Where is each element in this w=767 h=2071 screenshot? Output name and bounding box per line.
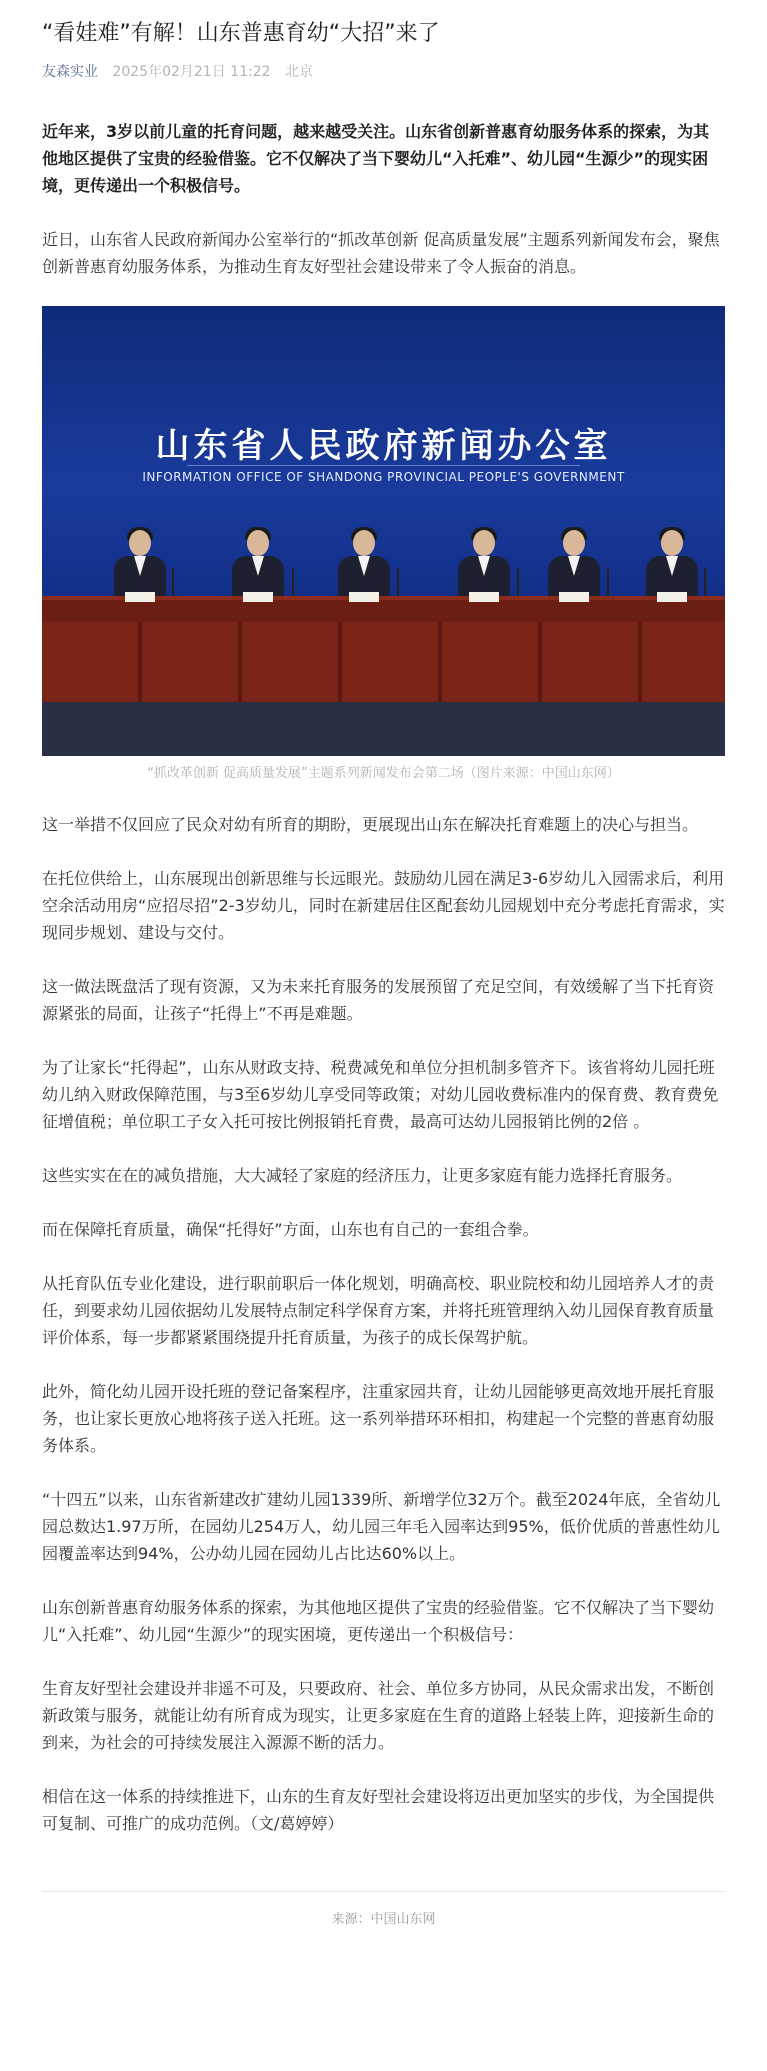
nameplate bbox=[657, 592, 687, 602]
stage-floor bbox=[42, 702, 725, 756]
body-paragraph: 生育友好型社会建设并非遥不可及，只要政府、社会、单位多方协同，从民众需求出发，不断创新政策与服务，就能让幼有所育成为现实，让更多家庭在生育的道路上轻装上阵，迎接新生命的到来，为社会的可持续发展注入源源不断的活力。 bbox=[42, 1679, 715, 1752]
source-footer bbox=[42, 1891, 725, 1927]
nameplate bbox=[559, 592, 589, 602]
body-paragraph: 从托育队伍专业化建设，进行职前职后一体化规划，明确高校、职业院校和幼儿园培养人才的责任，到要求幼儿园依据幼儿发展特点制定科学保育方案，并将托班管理纳入幼儿园保育教育质量评价体系，每一步都紧紧围绕提升托育质量，为孩子的成长保驾护航。 bbox=[42, 1274, 715, 1347]
nameplate bbox=[469, 592, 499, 602]
body-paragraph: 相信在这一体系的持续推进下，山东的生育友好型社会建设将迈出更加坚实的步伐，为全国提供可复制、可推广的成功范例。（文/葛婷婷） bbox=[42, 1787, 715, 1833]
article-title: “看娃难”有解！山东普惠育幼“大招”来了 bbox=[42, 21, 440, 46]
author-link[interactable]: 友森实业 bbox=[42, 64, 98, 80]
microphone bbox=[517, 568, 519, 596]
body-paragraph: 这一做法既盘活了现有资源，又为未来托育服务的发展预留了充足空间，有效缓解了当下托育资源紧张的局面，让孩子“托得上”不再是难题。 bbox=[42, 977, 715, 1023]
body-paragraph: 此外，简化幼儿园开设托班的登记备案程序，注重家园共育，让幼儿园能够更高效地开展托育服务，也让家长更放心地将孩子送入托班。这一系列举措环环相扣，构建起一个完整的普惠育幼服务体系。 bbox=[42, 1382, 715, 1455]
microphone bbox=[607, 568, 609, 596]
body-paragraph: 而在保障托育质量，确保“托得好”方面，山东也有自己的一套组合拳。 bbox=[42, 1220, 539, 1239]
banner-title-cn: 山东省人民政府新闻办公室 bbox=[155, 426, 612, 466]
publish-date: 2025年02月21日 11:22 bbox=[112, 64, 271, 80]
microphone bbox=[704, 568, 706, 596]
nameplate bbox=[243, 592, 273, 602]
body-paragraph: 山东创新普惠育幼服务体系的探索，为其他地区提供了宝贵的经验借鉴。它不仅解决了当下婴幼儿“入托难”、幼儿园“生源少”的现实困境，更传递出一个积极信号： bbox=[42, 1598, 715, 1644]
microphone bbox=[397, 568, 399, 596]
body-paragraph: 在托位供给上，山东展现出创新思维与长远眼光。鼓励幼儿园在满足3-6岁幼儿入园需求后，利用空余活动用房“应招尽招”2-3岁幼儿，同时在新建居住区配套幼儿园规划中充分考虑托育需求，实现同步规划、建设与交付。 bbox=[42, 869, 725, 942]
podium-front bbox=[42, 622, 725, 702]
body-paragraph: 这些实实在在的减负措施，大大减轻了家庭的经济压力，让更多家庭有能力选择托育服务。 bbox=[42, 1166, 683, 1185]
intro-paragraph: 近日，山东省人民政府新闻办公室举行的“抓改革创新 促高质量发展”主题系列新闻发布会，聚焦创新普惠育幼服务体系，为推动生育友好型社会建设带来了令人振奋的消息。 bbox=[42, 230, 720, 276]
nameplate bbox=[349, 592, 379, 602]
lead-paragraph: 近年来，3岁以前儿童的托育问题，越来越受关注。山东省创新普惠育幼服务体系的探索，为其他地区提供了宝贵的经验借鉴。它不仅解决了当下婴幼儿“入托难”、幼儿园“生源少”的现实困境，更传递出一个积极信号。 bbox=[42, 122, 710, 195]
nameplate bbox=[125, 592, 155, 602]
body-paragraph: 为了让家长“托得起”，山东从财政支持、税费减免和单位分担机制多管齐下。该省将幼儿园托班幼儿纳入财政保障范围，与3至6岁幼儿享受同等政策；对幼儿园收费标准内的保育费、教育费免征增值税；单位职工子女入托可按比例报销托育费，最高可达幼儿园报销比例的2倍 。 bbox=[42, 1058, 719, 1131]
body-paragraph: 这一举措不仅回应了民众对幼有所育的期盼，更展现出山东在解决托育难题上的决心与担当。 bbox=[42, 815, 699, 834]
article-meta bbox=[42, 62, 725, 82]
press-conference-photo bbox=[42, 306, 725, 756]
source-label: 来源：中国山东网 bbox=[331, 1912, 436, 1927]
photo-caption: “抓改革创新 促高质量发展”主题系列新闻发布会第二场（图片来源：中国山东网） bbox=[147, 766, 620, 781]
microphone bbox=[292, 568, 294, 596]
body-paragraph: “十四五”以来，山东省新建改扩建幼儿园1339所、新增学位32万个。截至2024年底，全省幼儿园总数达1.97万所，在园幼儿254万人，幼儿园三年毛入园率达到95%，低价优质的普惠性幼儿园覆盖率达到94%，公办幼儿园在园幼儿占比达60%以上。 bbox=[42, 1490, 721, 1563]
publish-location: 北京 bbox=[284, 64, 313, 80]
banner-title-en: INFORMATION OFFICE OF SHANDONG PROVINCIAL PEOPLE'S GOVERNMENT bbox=[142, 470, 625, 484]
microphone bbox=[172, 568, 174, 596]
